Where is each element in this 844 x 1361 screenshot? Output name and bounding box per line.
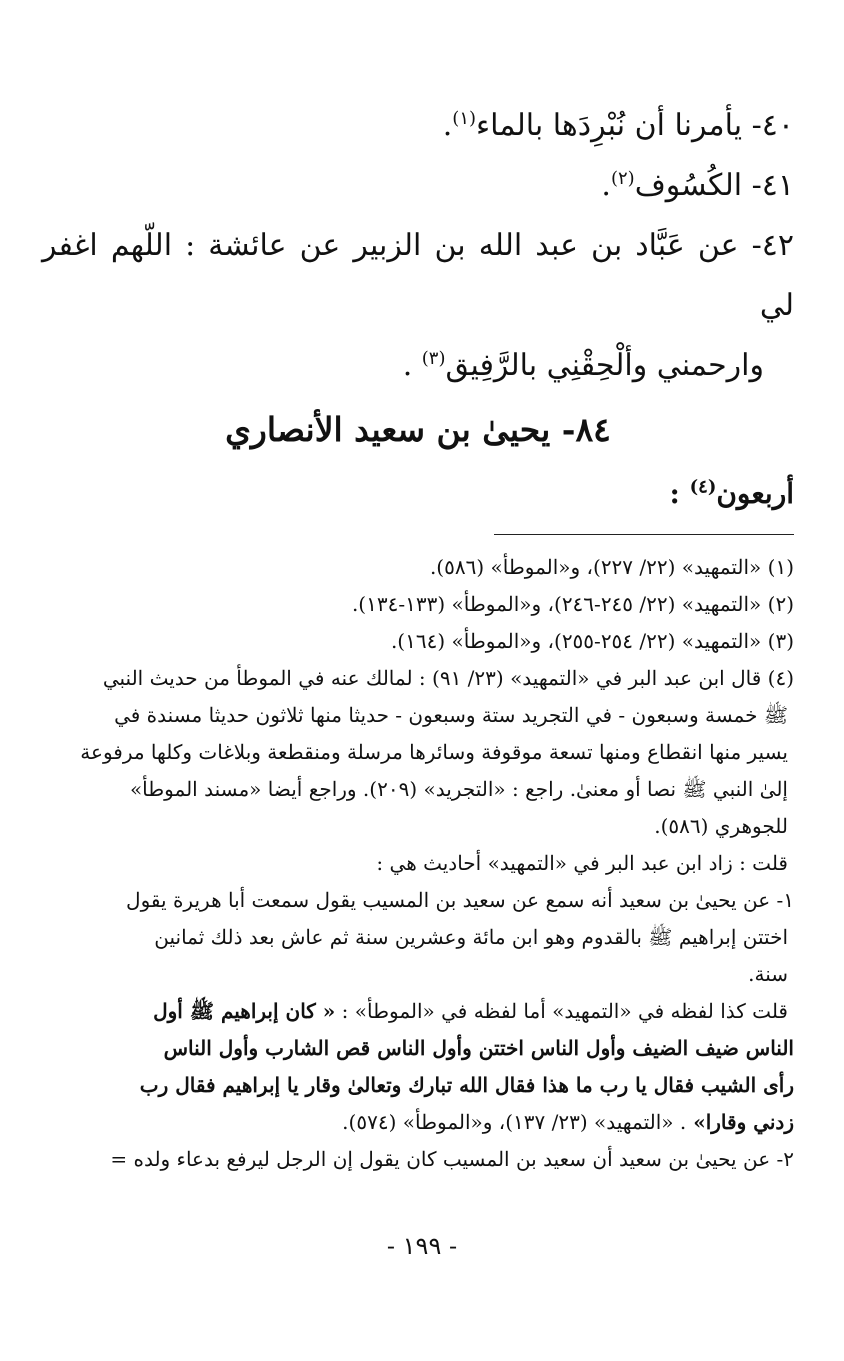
footnote-4-line-2: ﷺ خمسة وسبعون - في التجريد ستة وسبعون - حديثا منها ثلاثون حديثا مسندة في xyxy=(114,703,788,727)
item-40-text: ٤٠- يأمرنا أن نُبْرِدَها بالماء xyxy=(476,108,794,143)
footnote-1: (١) «التمهيد» (٢٢/ ٢٢٧)، و«الموطأ» (٥٨٦). xyxy=(429,555,794,579)
qult-2-line-1-plain: قلت كذا لفظه في «التمهيد» أما لفظه في «الموطأ» : xyxy=(335,999,788,1023)
footnote-ref-1[interactable]: (١) xyxy=(452,108,477,129)
hadith-1-line-3: سنة. xyxy=(748,962,788,986)
item-42-line-1: ٤٢- عن عَبَّاد بن عبد الله بن الزبير عن عائشة : اللّهم اغفر لي xyxy=(42,228,794,323)
footnote-4-line-3: يسير منها انقطاع ومنها تسعة موقوفة وسائرها مرسلة ومنقطعة وبلاغات وكلها مرفوعة xyxy=(80,740,788,764)
hadith-1-line-2: اختتن إبراهيم ﷺ بالقدوم وهو ابن مائة وعشرين سنة ثم عاش بعد ذلك ثمانين xyxy=(154,925,788,949)
item-41-text: ٤١- الكُسُوف xyxy=(634,168,794,203)
page-body xyxy=(42,96,794,1321)
footnote-4-line-5: للجوهري (٥٨٦). xyxy=(654,814,788,838)
footnote-ref-3[interactable]: (٣) xyxy=(421,348,446,369)
item-42-line-2 xyxy=(42,336,794,396)
item-41 xyxy=(42,156,794,216)
page-number: - ١٩٩ - xyxy=(386,1232,458,1260)
item-40 xyxy=(42,96,794,156)
footnote-4-line-1: (٤) قال ابن عبد البر في «التمهيد» (٢٣/ ٩١) : لمالك عنه في الموطأ من حديث النبي xyxy=(102,666,794,690)
qult-2-line-1-bold: « كان إبراهيم ﷺ أول xyxy=(153,999,336,1023)
footnote-2: (٢) «التمهيد» (٢٢/ ٢٤٥-٢٤٦)، و«الموطأ» (١٣٣-١٣٤). xyxy=(351,592,794,616)
footnotes xyxy=(42,549,794,1178)
qult-2-line-4 xyxy=(42,1104,794,1141)
item-40-end: . xyxy=(442,108,453,143)
footnote-separator xyxy=(494,534,794,535)
subheading-end: : xyxy=(669,477,690,510)
item-41-end: . xyxy=(601,168,611,203)
item-42-line-2-text: وارحمني وألْحِقْنِي بالرَّفِيق xyxy=(445,348,764,383)
hadith-1-line-1: ١- عن يحيىٰ بن سعيد أنه سمع عن سعيد بن المسيب يقول سمعت أبا هريرة يقول xyxy=(126,888,794,912)
footnote-4-line-4: إلىٰ النبي ﷺ نصا أو معنىٰ. راجع : «التجريد» (٢٠٩). وراجع أيضا «مسند الموطأ» xyxy=(129,777,788,801)
qult-2-line-2: الناس ضيف الضيف وأول الناس اختتن وأول الناس قص الشارب وأول الناس xyxy=(163,1036,794,1060)
qult-line: قلت : زاد ابن عبد البر في «التمهيد» أحاديث هي : xyxy=(376,851,788,875)
footnote-ref-2[interactable]: (٢) xyxy=(610,168,635,189)
chapter-title: ٨٤- يحيىٰ بن سعيد الأنصاري xyxy=(225,410,611,449)
hadith-2-line-1: ٢- عن يحيىٰ بن سعيد أن سعيد بن المسيب كان يقول إن الرجل ليرفع بدعاء ولده = xyxy=(110,1147,794,1171)
item-42 xyxy=(42,216,794,396)
footnote-ref-4[interactable]: (٤) xyxy=(689,476,717,498)
qult-2-line-1 xyxy=(42,993,794,1030)
section-subheading xyxy=(42,470,794,518)
qult-2-line-4-bold: زدني وقارا» xyxy=(686,1110,794,1134)
qult-2-line-4-plain: . «التمهيد» (٢٣/ ١٣٧)، و«الموطأ» (٥٧٤). xyxy=(342,1110,687,1134)
subheading-text: أربعون xyxy=(716,477,794,510)
footnote-3: (٣) «التمهيد» (٢٢/ ٢٥٤-٢٥٥)، و«الموطأ» (١٦٤). xyxy=(390,629,794,653)
item-42-end: . xyxy=(402,348,422,383)
qult-2-line-3: رأى الشيب فقال يا رب ما هذا فقال الله تبارك وتعالىٰ وقار يا إبراهيم فقال رب xyxy=(139,1073,794,1097)
